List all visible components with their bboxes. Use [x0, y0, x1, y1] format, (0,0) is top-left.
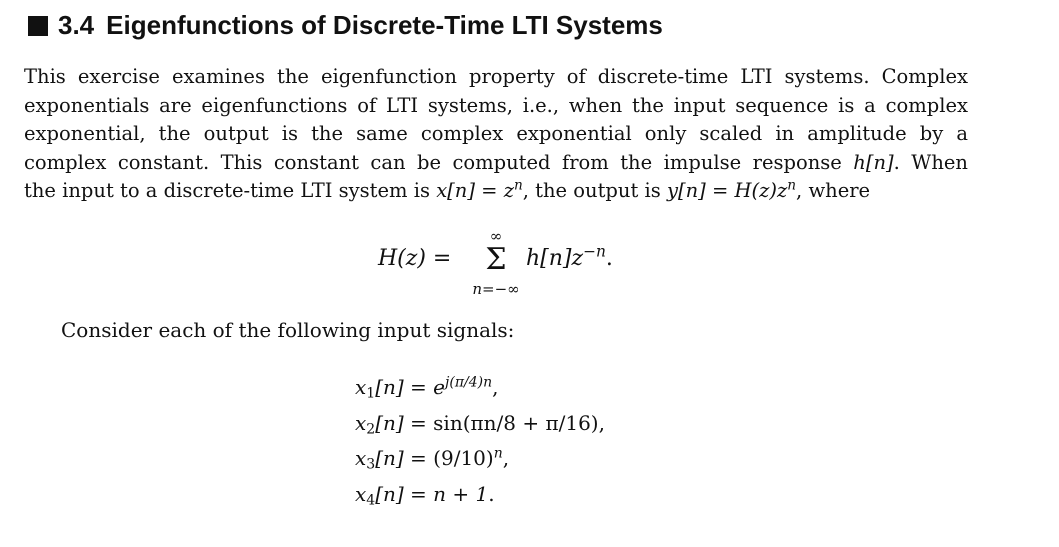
paragraph-text: the input to a discrete-time LTI system is: [24, 179, 437, 202]
signal-var: x: [355, 375, 367, 399]
paragraph-line-4: [24, 149, 968, 178]
signal-subscript: 3: [366, 456, 376, 473]
equation-lhs: H(z) =: [378, 246, 452, 271]
signal-rhs: n + 1: [433, 481, 489, 506]
section-bullet-icon: [28, 16, 48, 36]
intro-paragraph: [24, 63, 968, 206]
signal-var: x: [355, 410, 367, 435]
output-equation-base: y[n] = H(z)z: [666, 179, 788, 202]
impulse-response-symbol: h[n]: [853, 150, 894, 174]
signal-rhs: (9/10): [433, 446, 494, 470]
paragraph-text: . When: [893, 150, 968, 174]
input-equation-exponent: n: [513, 177, 523, 194]
paragraph-text: , where: [796, 179, 871, 202]
signal-exponent: n: [493, 445, 503, 462]
consider-text: Consider each of the following input signals:: [61, 318, 515, 342]
signal-lhs: [n] =: [375, 410, 434, 435]
rhs-period: .: [605, 246, 613, 271]
section-heading: [28, 10, 663, 41]
sum-symbol: Σ: [485, 242, 507, 277]
paragraph-line-2: exponentials are eigenfunctions of LTI systems, i.e., when the input sequence is a complex: [24, 93, 968, 117]
signal-lhs: [n] =: [375, 481, 434, 506]
signal-equation: [355, 477, 605, 513]
signal-subscript: 1: [366, 385, 376, 402]
equation-rhs: [526, 242, 613, 271]
signal-lhs: [n] =: [375, 446, 434, 470]
signal-exponent: j(π/4)n: [445, 374, 493, 391]
input-equation: [436, 179, 523, 202]
signal-equation: [355, 370, 605, 406]
transfer-function-equation: [378, 228, 638, 300]
paragraph-line-5: [24, 177, 968, 206]
section-title: Eigenfunctions of Discrete-Time LTI Systems: [106, 10, 663, 40]
paragraph-text: , the output is: [522, 179, 667, 202]
signal-punct: ,: [492, 375, 499, 399]
section-number: 3.4: [58, 10, 95, 40]
signal-subscript: 4: [366, 492, 376, 508]
signal-punct: ,: [598, 410, 605, 435]
signal-equation: [355, 441, 605, 477]
signal-rhs: e: [433, 375, 446, 399]
signal-punct: .: [488, 481, 495, 506]
summation: [466, 228, 526, 298]
paragraph-line-1: This exercise examines the eigenfunction property of discrete-time LTI systems. Complex: [24, 65, 968, 88]
output-equation: [667, 179, 796, 202]
signal-equation: [355, 406, 605, 442]
signal-rhs: sin(πn/8 + π/16): [433, 410, 599, 435]
signal-subscript: 2: [366, 421, 376, 437]
signal-var: x: [355, 446, 367, 470]
signal-var: x: [355, 481, 367, 506]
paragraph-line-3: exponential, the output is the same complex exponential only scaled in amplitude by a: [24, 122, 968, 145]
input-equation-base: x[n] = z: [436, 179, 514, 202]
sum-upper-limit: ∞: [489, 227, 503, 245]
paragraph-text: complex constant. This constant can be computed from the impulse response: [24, 150, 854, 174]
rhs-base: h[n]z: [526, 246, 584, 271]
signal-punct: ,: [502, 446, 510, 470]
rhs-exponent: −n: [583, 242, 606, 261]
sum-lower-limit: n=−∞: [472, 280, 520, 298]
output-equation-exponent: n: [787, 177, 797, 194]
signal-list: [355, 370, 605, 512]
signal-lhs: [n] =: [375, 375, 434, 399]
